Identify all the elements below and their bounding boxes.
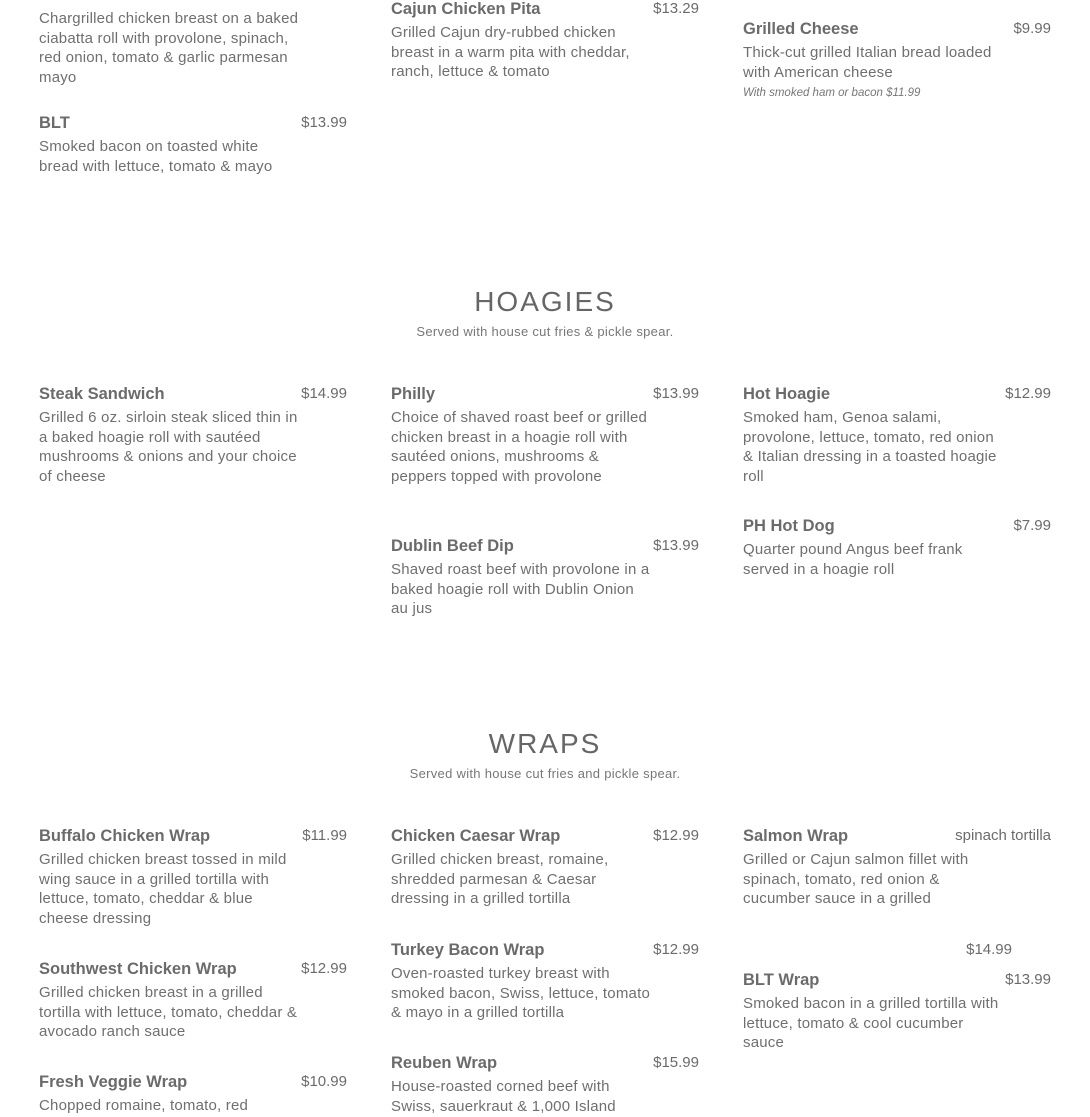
menu-item-dublin-beef-dip [391, 537, 699, 619]
item-price: $13.99 [1005, 971, 1051, 988]
menu-item-blt-wrap [743, 971, 1051, 1053]
item-description: Smoked bacon in a grilled tortilla with lettuce, tomato & cool cucumber sauce [743, 995, 999, 1052]
menu-item-buffalo-chicken-wrap [39, 827, 347, 928]
item-name: Salmon Wrap [743, 827, 849, 845]
item-name: Chicken Caesar Wrap [391, 827, 561, 845]
item-description: Smoked bacon on toasted white bread with lettuce, tomato & mayo [39, 138, 273, 175]
menu-item-fresh-veggie-wrap [39, 1073, 347, 1116]
section-subtitle-hoagies: Served with house cut fries & pickle spear. [416, 324, 674, 339]
salmon-wrap-price: $14.99 [966, 941, 1012, 958]
item-description: Grilled Cajun dry-rubbed chicken breast in a warm pita with cheddar, ranch, lettuce & tomato [391, 24, 630, 81]
item-description: House-roasted corned beef with Swiss, sauerkraut & 1,000 Island [391, 1078, 616, 1115]
item-description: Shaved roast beef with provolone in a baked hoagie roll with Dublin Onion au jus [391, 561, 650, 618]
item-name: Philly [391, 385, 436, 403]
menu-item-ph-hot-dog [743, 517, 1051, 579]
item-price: $12.99 [653, 941, 699, 958]
menu-item [39, 0, 347, 87]
item-price: $12.99 [301, 960, 347, 977]
item-name: Hot Hoagie [743, 385, 831, 403]
item-price: $9.99 [1013, 20, 1051, 37]
item-name: Turkey Bacon Wrap [391, 941, 545, 959]
item-name: Grilled Cheese [743, 20, 859, 38]
menu-item-steak-sandwich [39, 385, 347, 486]
menu-item-grilled-cheese [743, 20, 1051, 99]
menu-item-hot-hoagie [743, 385, 1051, 486]
item-description: Grilled chicken breast in a grilled tortilla with lettuce, tomato, cheddar & avocado ranch sauce [39, 984, 298, 1041]
item-price: $12.99 [653, 827, 699, 844]
item-description: Thick-cut grilled Italian bread loaded with American cheese [743, 44, 992, 81]
section-subtitle-wraps: Served with house cut fries and pickle spear. [409, 766, 681, 781]
item-price: $14.99 [301, 385, 347, 402]
item-price: $10.99 [301, 1073, 347, 1090]
item-price: $13.29 [653, 0, 699, 17]
item-description: Grilled or Cajun salmon fillet with spinach, tomato, red onion & cucumber sauce in a grilled [743, 851, 969, 908]
section-title-wraps: WRAPS [488, 728, 602, 759]
item-price: $15.99 [653, 1054, 699, 1071]
item-name: Buffalo Chicken Wrap [39, 827, 211, 845]
item-name: Reuben Wrap [391, 1054, 498, 1072]
item-name: Southwest Chicken Wrap [39, 960, 237, 978]
item-description: Chargrilled chicken breast on a baked ciabatta roll with provolone, spinach, red onion, tomato & garlic parmesan mayo [39, 10, 299, 86]
item-price: $13.99 [301, 114, 347, 131]
item-name: Dublin Beef Dip [391, 537, 514, 555]
section-title-hoagies: HOAGIES [474, 286, 616, 317]
item-name: BLT Wrap [743, 971, 820, 989]
item-description: Chopped romaine, tomato, red [39, 1097, 249, 1114]
item-name: Steak Sandwich [39, 385, 165, 403]
menu-item-cajun-chicken-pita [391, 0, 699, 82]
menu-item-southwest-chicken-wrap [39, 960, 347, 1042]
menu-item-philly [391, 385, 699, 486]
item-description: Choice of shaved roast beef or grilled chicken breast in a hoagie roll with sautéed onions, mushrooms & peppers topped with provolone [391, 409, 648, 485]
item-description: Oven-roasted turkey breast with smoked bacon, Swiss, lettuce, tomato & mayo in a grilled tortilla [391, 965, 650, 1022]
item-price: spinach tortilla [955, 827, 1051, 844]
item-price: $13.99 [653, 385, 699, 402]
item-name: Fresh Veggie Wrap [39, 1073, 188, 1091]
item-price: $13.99 [653, 537, 699, 554]
item-description: Smoked ham, Genoa salami, provolone, lettuce, tomato, red onion & Italian dressing in a toasted hoagie roll [743, 409, 997, 485]
item-name: BLT [39, 114, 70, 132]
menu-item-chicken-caesar-wrap [391, 827, 699, 909]
item-name: PH Hot Dog [743, 517, 835, 535]
item-price: $11.99 [302, 827, 347, 844]
menu-item-turkey-bacon-wrap [391, 941, 699, 1023]
item-name: Cajun Chicken Pita [391, 0, 541, 18]
item-description: Grilled chicken breast, romaine, shredded parmesan & Caesar dressing in a grilled tortilla [391, 851, 609, 908]
menu-item-salmon-wrap [743, 827, 1051, 909]
item-description: Grilled chicken breast tossed in mild wing sauce in a grilled tortilla with lettuce, tomato, cheddar & blue cheese dressing [39, 851, 287, 927]
item-price: $7.99 [1013, 517, 1051, 534]
item-price: $12.99 [1005, 385, 1051, 402]
menu-item-reuben-wrap [391, 1054, 699, 1116]
item-description: Grilled 6 oz. sirloin steak sliced thin in a baked hoagie roll with sautéed mushrooms & onions and your choice of cheese [39, 409, 298, 485]
item-note: With smoked ham or bacon $11.99 [743, 87, 921, 100]
item-description: Quarter pound Angus beef frank served in a hoagie roll [743, 541, 963, 578]
menu-item-blt [39, 114, 347, 176]
